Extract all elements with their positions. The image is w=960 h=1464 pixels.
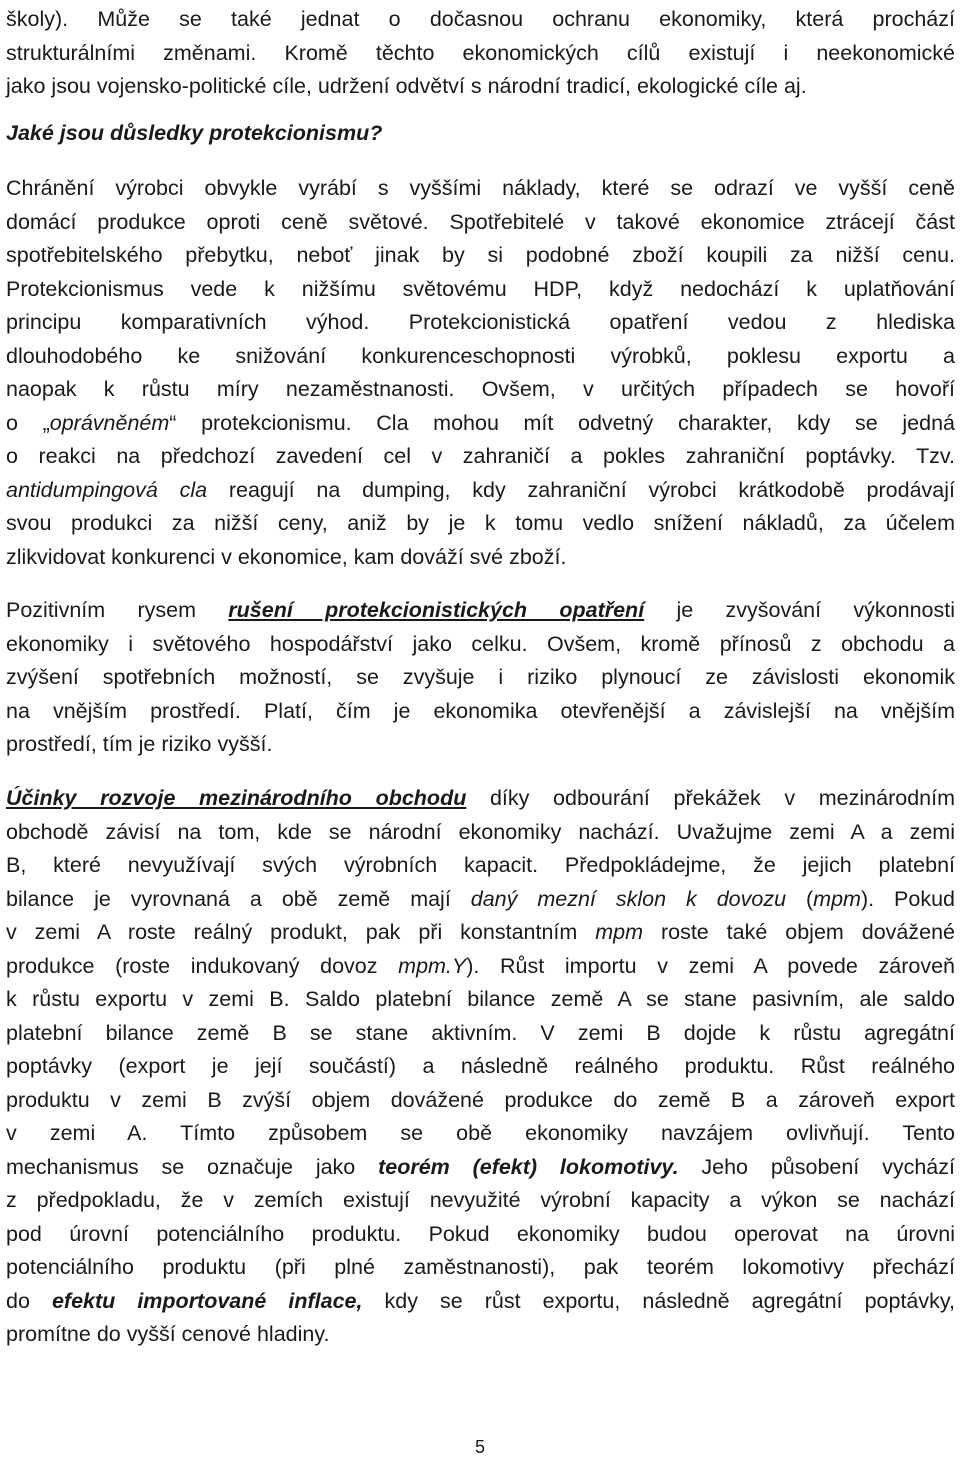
text-line: prostředí, tím je riziko vyšší.: [6, 732, 273, 756]
text-line: v zemi A roste reálný produkt, pak při konstantním mpm roste také objem dovážené: [6, 920, 955, 944]
text-line: dlouhodobého ke snižování konkurenceschopnosti výrobků, poklesu exportu a: [6, 343, 955, 368]
text-line: z předpokladu, že v zemích existují nevyužité výrobní kapacity a výkon se nachází: [6, 1188, 955, 1212]
italic-term: mpm: [595, 920, 644, 944]
italic-term: mpm.Y: [398, 953, 467, 978]
text-line: produktu v zemi B zvýší objem dovážené produkce do země B a zároveň export: [6, 1087, 955, 1112]
text-line: o „oprávněném“ protekcionismu. Cla mohou mít odvetný charakter, kdy se jedná: [6, 410, 956, 435]
text-line: Účinky rozvoje mezinárodního obchodu díky odbourání překážek v mezinárodním: [6, 786, 955, 810]
text-line: jako jsou vojensko-politické cíle, udržení odvětví s národní tradicí, ekologické cíle aj.: [6, 74, 807, 98]
bold-term: rušení protekcionistických opatření: [228, 598, 645, 622]
text-line: Pozitivním rysem rušení protekcionistických opatření je zvyšování výkonnosti: [6, 598, 955, 622]
text-line: poptávky (export je její součástí) a následně reálného produktu. Růst reálného: [6, 1054, 955, 1078]
text-line: k růstu exportu v zemi B. Saldo platební bilance země A se stane pasivním, ale saldo: [6, 987, 955, 1011]
text-line: promítne do vyšší cenové hladiny.: [6, 1322, 330, 1346]
text-line: principu komparativních výhod. Protekcionistická opatření vedou z hlediska: [6, 310, 955, 334]
text-line: do efektu importované inflace, kdy se růst exportu, následně agregátní poptávky,: [6, 1288, 955, 1313]
text-line: ekonomiky i světového hospodářství jako celku. Ovšem, kromě přínosů z obchodu a: [6, 631, 955, 656]
text-line: Protekcionismus vede k nižšímu světovému HDP, když nedochází k uplatňování: [6, 276, 955, 301]
paragraph-removal: [6, 594, 955, 762]
text-line: v zemi A. Tímto způsobem se obě ekonomiky navzájem ovlivňují. Tento: [6, 1121, 955, 1145]
heading-text: Jaké jsou důsledky protekcionismu?: [6, 121, 383, 145]
text-line: školy). Může se také jednat o dočasnou ochranu ekonomiky, která prochází: [6, 7, 955, 31]
text-line: potenciálního produktu (při plné zaměstnanosti), pak teorém lokomotivy přechází: [6, 1255, 955, 1279]
text-line: domácí produkce oproti ceně světové. Spotřebitelé v takové ekonomice ztrácejí část: [6, 209, 955, 234]
page-number: 5: [474, 1437, 485, 1457]
text-line: naopak k růstu míry nezaměstnanosti. Ovšem, v určitých případech se hovoří: [6, 377, 955, 401]
text-line: zlikvidovat konkurenci v ekonomice, kam dováží své zboží.: [6, 544, 567, 569]
text-line: produkce (roste indukovaný dovoz mpm.Y). Růst importu v zemi A povede zároveň: [6, 953, 955, 978]
text-line: antidumpingová cla reagují na dumping, kdy zahraniční výrobci krátkodobě prodávají: [6, 477, 955, 502]
paragraph-intro: [6, 3, 955, 104]
italic-term: oprávněném: [49, 410, 170, 435]
paragraph-effects: [6, 782, 955, 1352]
text-line: o reakci na předchozí zavedení cel v zahraničí a pokles zahraniční poptávky. Tzv.: [6, 444, 955, 468]
text-line: mechanismus se označuje jako teorém (efekt) lokomotivy. Jeho působení vychází: [6, 1154, 955, 1179]
text-line: platební bilance země B se stane aktivním. V zemi B dojde k růstu agregátní: [6, 1020, 955, 1045]
bold-term: Účinky rozvoje mezinárodního obchodu: [6, 786, 467, 810]
text-line: strukturálními změnami. Kromě těchto ekonomických cílů existují i neekonomické: [6, 40, 955, 65]
text-line: pod úrovní potenciálního produktu. Pokud ekonomiky budou operovat na úrovni: [6, 1221, 955, 1246]
text-line: svou produkci za nižší ceny, aniž by je k tomu vedlo snížení nákladů, za účelem: [6, 511, 955, 535]
italic-term: mpm: [813, 886, 861, 911]
text-line: zvýšení spotřebních možností, se zvyšuje i riziko plynoucí ze závislosti ekonomik: [6, 665, 955, 689]
italic-term: daný mezní sklon k dovozu: [470, 886, 787, 911]
text-line: spotřebitelského přebytku, neboť jinak by si podobné zboží koupili za nižší cenu.: [6, 243, 955, 267]
section-heading: [6, 117, 955, 151]
paragraph-consequences: [6, 172, 955, 574]
bold-term: efektu importované inflace,: [51, 1288, 363, 1313]
text-line: B, které nevyužívají svých výrobních kapacit. Předpokládejme, že jejich platební: [6, 853, 955, 877]
text-line: na vnějším prostředí. Platí, čím je ekonomika otevřenější a závislejší na vnějším: [6, 698, 955, 723]
text-line: bilance je vyrovnaná a obě země mají daný mezní sklon k dovozu (mpm). Pokud: [6, 886, 955, 911]
italic-term: antidumpingová cla: [6, 477, 208, 502]
text-line: Chránění výrobci obvykle vyrábí s vyššími náklady, které se odrazí ve vyšší ceně: [6, 176, 955, 200]
bold-term: teorém (efekt) lokomotivy.: [378, 1154, 679, 1179]
text-line: obchodě závisí na tom, kde se národní ekonomiky nachází. Uvažujme zemi A a zemi: [6, 819, 955, 844]
